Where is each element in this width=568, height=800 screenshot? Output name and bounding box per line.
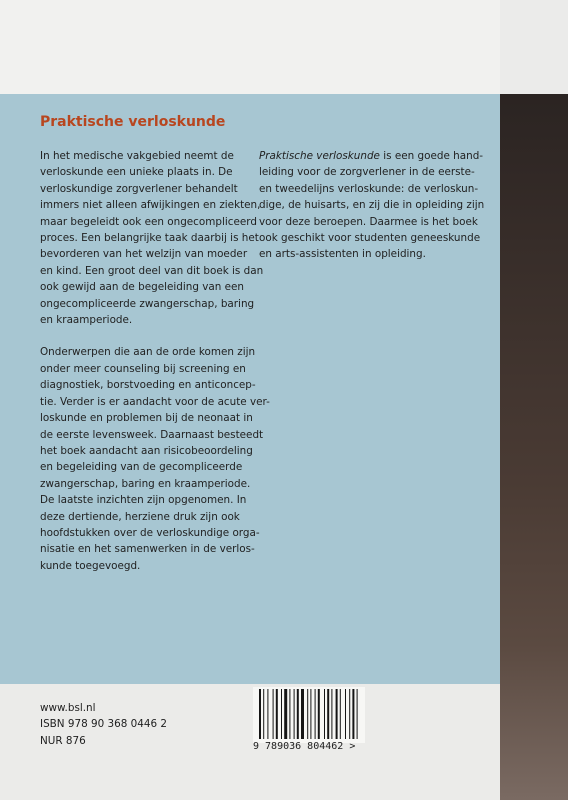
- text-line: en tweedelijns verloskunde: de verloskun-: [259, 182, 479, 195]
- text-line: onder meer counseling bij screening en: [40, 362, 246, 375]
- text-line: loskunde en problemen bij de neonaat in: [40, 412, 253, 425]
- text-line: nisatie en het samenwerken in de verlos-: [40, 543, 255, 556]
- text-line: De laatste inzichten zijn opgenomen. In: [40, 494, 247, 507]
- text-line: deze dertiende, herziene druk zijn ook: [40, 510, 240, 523]
- text-line: tie. Verder is er aandacht voor de acute ver-: [40, 395, 270, 408]
- left-text-column: [40, 148, 270, 590]
- book-title: Praktische verloskunde: [40, 114, 226, 130]
- text-line: leiding voor de zorgverlener in de eerste-: [259, 166, 475, 179]
- text-line: verloskundige zorgverlener behandelt: [40, 182, 238, 195]
- text-line: het boek aandacht aan risicobeoordeling: [40, 444, 253, 457]
- text-line: proces. Een belangrijke taak daarbij is het: [40, 232, 259, 245]
- text-line: dige, de huisarts, en zij die in opleiding zijn: [259, 199, 485, 212]
- text-line: bevorderen van het welzijn van moeder: [40, 248, 248, 261]
- text-line: hoofdstukken over de verloskundige orga-: [40, 526, 260, 539]
- text-line: ongecompliceerde zwangerschap, baring: [40, 297, 255, 310]
- text-line: en arts-assistenten in opleiding.: [259, 248, 426, 261]
- text-line: zwangerschap, baring en kraamperiode.: [40, 477, 251, 490]
- paragraph-topics: [40, 344, 270, 574]
- text-line: diagnostiek, borstvoeding en anticoncep-: [40, 379, 256, 392]
- barcode: [253, 687, 365, 743]
- dark-side-strip: [500, 94, 568, 800]
- barcode-bars: [253, 687, 365, 743]
- barcode-digits: 9 789036 804462 >: [253, 741, 356, 752]
- text-line: kunde toegevoegd.: [40, 559, 141, 572]
- text-line: en begeleiding van de gecompliceerde: [40, 461, 243, 474]
- text-line-first: [259, 148, 484, 164]
- publisher-website: www.bsl.nl: [40, 702, 96, 714]
- text-line: voor deze beroepen. Daarmee is het boek: [259, 215, 478, 228]
- nur-code: NUR 876: [40, 734, 86, 747]
- text-line: en kind. Een groot deel van dit boek is dan: [40, 264, 264, 277]
- text-line: verloskunde een unieke plaats in. De: [40, 166, 233, 179]
- text-line: en kraamperiode.: [40, 314, 133, 327]
- top-band: [0, 0, 568, 94]
- right-text-column: [259, 148, 485, 263]
- paragraph-intro: [40, 148, 264, 328]
- text-line: de eerste levensweek. Daarnaast besteedt: [40, 428, 264, 441]
- text-line: maar begeleidt ook een ongecompliceerd: [40, 215, 257, 228]
- publisher-info: [40, 700, 167, 749]
- top-band-right: [500, 0, 568, 94]
- text-line: ook gewijd aan de begeleiding van een: [40, 281, 244, 294]
- text-line-rest: is een goede hand-: [379, 150, 484, 162]
- text-line: Onderwerpen die aan de orde komen zijn: [40, 346, 256, 359]
- isbn-number: ISBN 978 90 368 0446 2: [40, 718, 168, 731]
- text-line: In het medische vakgebied neemt de: [40, 150, 234, 162]
- text-line: ook geschikt voor studenten geneeskunde: [259, 232, 481, 245]
- book-title-italic: Praktische verloskunde: [259, 150, 380, 162]
- text-line: immers niet alleen afwijkingen en ziekten,: [40, 199, 261, 212]
